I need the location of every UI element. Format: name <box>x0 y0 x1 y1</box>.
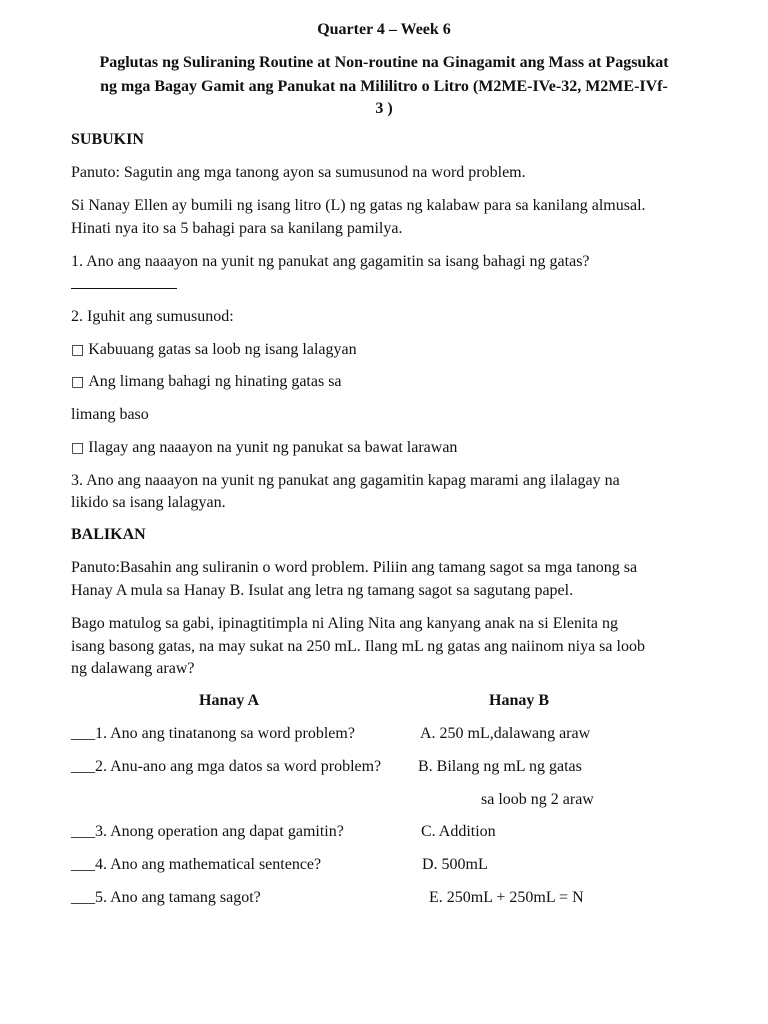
answer-blank-line <box>71 274 177 289</box>
hanay-b-item: B. Bilang ng mL ng gatas <box>418 758 582 775</box>
hanay-a-item: ___1. Ano ang tinatanong sa word problem? <box>71 725 355 742</box>
hanay-b-item: A. 250 mL,dalawang araw <box>420 725 591 742</box>
bullet-item-1-text: Kabuuang gatas sa loob ng isang lalagyan <box>88 341 357 358</box>
lesson-title-line-2: ng mga Bagay Gamit ang Panukat na Mililitro o Litro (M2ME-IVe-32, M2ME-IVf- <box>100 78 668 95</box>
bullet-item-1 <box>71 339 357 361</box>
lesson-title-line-1: Paglutas ng Suliraning Routine at Non-routine na Ginagamit ang Mass at Pagsukat <box>99 54 669 71</box>
bullet-item-2-text: Ang limang bahagi ng hinating gatas sa <box>88 373 342 390</box>
hanay-b-header: Hanay B <box>489 692 550 709</box>
hanay-b-item: E. 250mL + 250mL = N <box>429 889 584 906</box>
checkbox-glyph-icon: □ <box>71 374 85 390</box>
balikan-heading: BALIKAN <box>71 526 146 543</box>
checkbox-glyph-icon: □ <box>71 440 85 456</box>
lesson-title-line-3: 3 ) <box>375 100 393 117</box>
bullet-item-2 <box>71 371 342 393</box>
subukin-question-1: 1. Ano ang naaayon na yunit ng panukat ang gagamitin sa isang bahagi ng gatas? <box>71 253 590 270</box>
hanay-a-item: ___5. Ano ang tamang sagot? <box>71 889 261 906</box>
hanay-a-item: ___2. Anu-ano ang mga datos sa word problem? <box>71 758 382 775</box>
balikan-problem-line-1: Bago matulog sa gabi, ipinagtitimpla ni Aling Nita ang kanyang anak na si Elenita ng <box>71 615 618 632</box>
subukin-question-3-line-1: 3. Ano ang naaayon na yunit ng panukat ang gagamitin kapag marami ang ilalagay na <box>71 472 620 489</box>
balikan-problem-line-2: isang basong gatas, na may sukat na 250 mL. Ilang mL ng gatas ang naiinom niya sa loob <box>71 638 645 655</box>
hanay-b-item: D. 500mL <box>422 856 488 873</box>
balikan-problem-line-3: ng dalawang araw? <box>71 660 195 677</box>
answer-blank <box>71 274 177 296</box>
hanay-b-item: C. Addition <box>421 823 496 840</box>
hanay-b-item-continuation: sa loob ng 2 araw <box>481 791 594 808</box>
bullet-item-2-continuation: limang baso <box>71 406 149 423</box>
checkbox-glyph-icon: □ <box>71 342 85 358</box>
bullet-item-3-text: Ilagay ang naaayon na yunit ng panukat sa bawat larawan <box>88 439 458 456</box>
hanay-a-header: Hanay A <box>199 692 260 709</box>
bullet-item-3 <box>71 437 457 459</box>
subukin-question-2: 2. Iguhit ang sumusunod: <box>71 308 234 325</box>
balikan-instruction-line-2: Hanay A mula sa Hanay B. Isulat ang letra ng tamang sagot sa sagutang papel. <box>71 582 574 599</box>
balikan-instruction-line-1: Panuto:Basahin ang suliranin o word problem. Piliin ang tamang sagot sa mga tanong sa <box>71 559 638 576</box>
subukin-instruction: Panuto: Sagutin ang mga tanong ayon sa sumusunod na word problem. <box>71 164 526 181</box>
subukin-heading: SUBUKIN <box>71 131 144 148</box>
hanay-a-item: ___4. Ano ang mathematical sentence? <box>71 856 322 873</box>
hanay-a-item: ___3. Anong operation ang dapat gamitin? <box>71 823 344 840</box>
quarter-week-title: Quarter 4 – Week 6 <box>317 21 451 38</box>
subukin-problem-line-2: Hinati nya ito sa 5 bahagi para sa kanilang pamilya. <box>71 220 403 237</box>
subukin-problem-line-1: Si Nanay Ellen ay bumili ng isang litro (L) ng gatas ng kalabaw para sa kanilang almusal. <box>71 197 646 214</box>
subukin-question-3-line-2: likido sa isang lalagyan. <box>71 494 226 511</box>
